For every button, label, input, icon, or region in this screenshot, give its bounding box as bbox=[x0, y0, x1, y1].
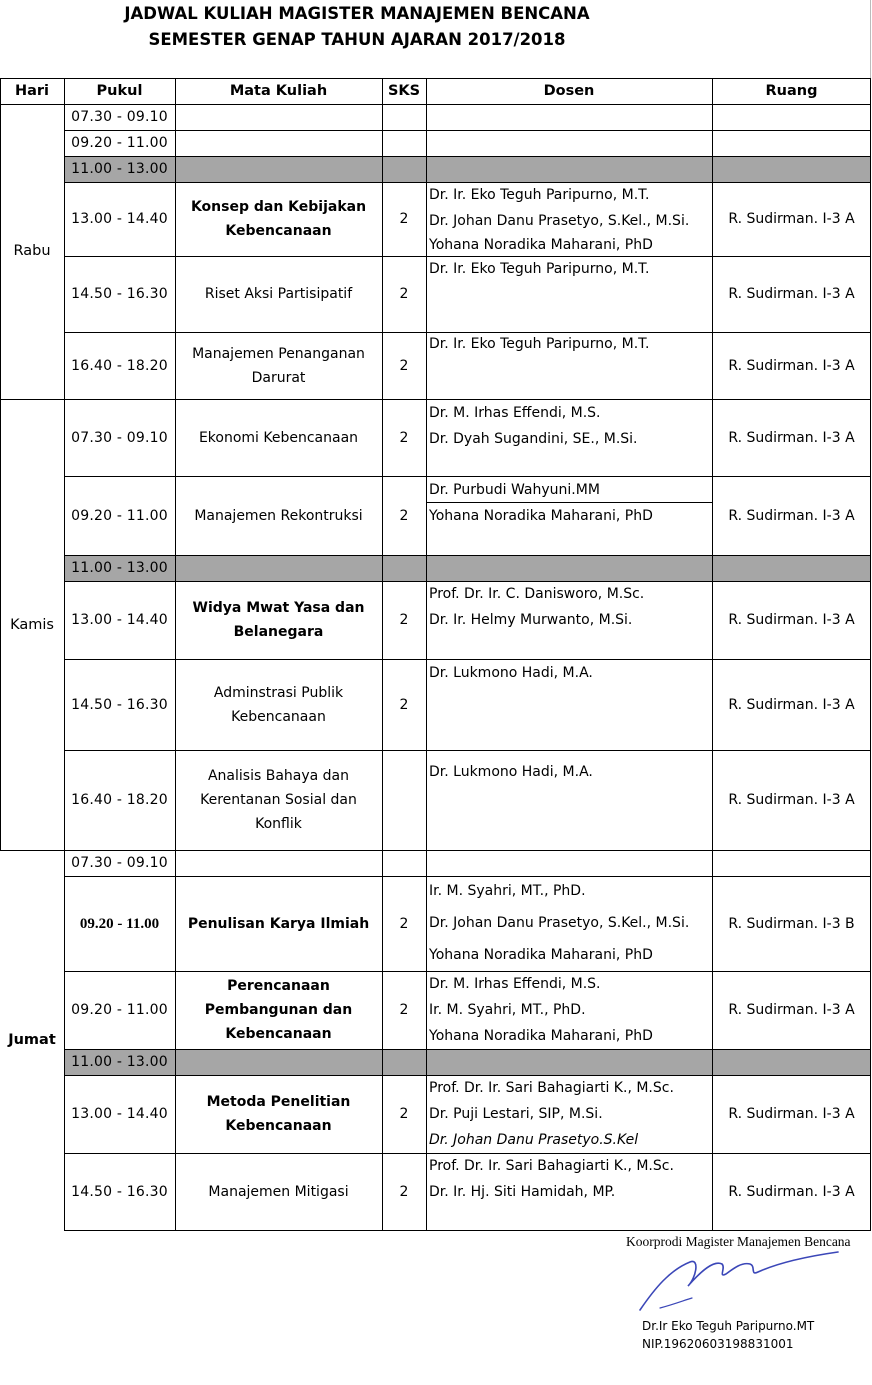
grid-line bbox=[426, 502, 712, 503]
course-cell: Manajemen Penanganan Darurat bbox=[192, 345, 365, 386]
lecturer: Dr. Johan Danu Prasetyo, S.Kel., M.Si. bbox=[429, 213, 690, 229]
room-cell: R. Sudirman. I-3 A bbox=[728, 612, 855, 628]
lecturer: Dr. Johan Danu Prasetyo.S.Kel bbox=[429, 1132, 639, 1148]
sks-cell: 2 bbox=[399, 1106, 409, 1122]
time-cell: 07.30 - 09.10 bbox=[71, 855, 168, 871]
room-cell: R. Sudirman. I-3 A bbox=[728, 211, 855, 227]
lecturer: Dr. Ir. Helmy Murwanto, M.Si. bbox=[429, 612, 633, 628]
time-cell: 09.20 - 11.00 bbox=[79, 915, 160, 932]
signature-caption: Koorprodi Magister Manajemen Bencana bbox=[626, 1234, 851, 1249]
lecturer: Ir. M. Syahri, MT., PhD. bbox=[429, 883, 586, 899]
sks-cell: 2 bbox=[399, 429, 409, 446]
room-cell: R. Sudirman. I-3 A bbox=[728, 696, 855, 713]
signatory-name: Dr.Ir Eko Teguh Paripurno.MT bbox=[642, 1319, 815, 1333]
course-cell: Riset Aksi Partisipatif bbox=[204, 286, 353, 302]
time-cell: 16.40 - 18.20 bbox=[71, 792, 168, 808]
day-rabu: Rabu bbox=[13, 243, 51, 259]
lecturer: Dr. Puji Lestari, SIP, M.Si. bbox=[429, 1106, 603, 1122]
time-cell: 09.20 - 11.00 bbox=[71, 507, 168, 524]
course-cell: Adminstrasi Publik Kebencanaan bbox=[213, 684, 344, 725]
lecturer: Dr. Johan Danu Prasetyo, S.Kel., M.Si. bbox=[429, 915, 690, 931]
time-cell: 14.50 - 16.30 bbox=[71, 696, 168, 713]
time-cell: 13.00 - 14.40 bbox=[71, 211, 168, 227]
course-cell: Analisis Bahaya dan Kerentanan Sosial dan Konflik bbox=[200, 768, 357, 832]
sks-cell bbox=[382, 750, 426, 850]
header-sks: SKS bbox=[387, 83, 421, 99]
room-cell: R. Sudirman. I-3 A bbox=[728, 1183, 855, 1200]
course-cell: Penulisan Karya Ilmiah bbox=[187, 915, 370, 932]
sks-cell: 2 bbox=[399, 507, 409, 524]
lecturer: Dr. Purbudi Wahyuni.MM bbox=[429, 482, 600, 498]
handwritten-signature bbox=[630, 1248, 850, 1318]
time-cell: 13.00 - 14.40 bbox=[71, 1106, 168, 1122]
room-cell: R. Sudirman. I-3 A bbox=[728, 286, 855, 302]
time-cell: 16.40 - 18.20 bbox=[71, 357, 168, 374]
course-cell: Ekonomi Kebencanaan bbox=[198, 429, 359, 446]
lecturer: Dr. Ir. Eko Teguh Paripurno, M.T. bbox=[429, 261, 650, 277]
break-band bbox=[64, 156, 871, 182]
lecturer: Dr. Ir. Hj. Siti Hamidah, MP. bbox=[429, 1184, 616, 1200]
sks-cell: 2 bbox=[399, 357, 409, 374]
course-cell: Widya Mwat Yasa dan Belanegara bbox=[192, 600, 365, 640]
lecturer: Prof. Dr. Ir. C. Danisworo, M.Sc. bbox=[429, 586, 645, 602]
lecturer: Yohana Noradika Maharani, PhD bbox=[429, 237, 653, 253]
time-cell: 11.00 - 13.00 bbox=[71, 161, 168, 177]
sks-cell: 2 bbox=[399, 696, 409, 713]
grid-line bbox=[64, 555, 871, 556]
room-cell: R. Sudirman. I-3 A bbox=[728, 429, 855, 446]
sks-cell: 2 bbox=[399, 211, 409, 227]
course-cell: Metoda Penelitian Kebencanaan bbox=[206, 1094, 351, 1134]
course-cell: Manajemen Mitigasi bbox=[208, 1183, 349, 1200]
lecturer: Dr. Dyah Sugandini, SE., M.Si. bbox=[429, 431, 638, 447]
lecturer: Ir. M. Syahri, MT., PhD. bbox=[429, 1002, 586, 1018]
day-jumat: Jumat bbox=[8, 1032, 56, 1048]
course-cell: Konsep dan Kebijakan Kebencanaan bbox=[190, 199, 367, 239]
break-band bbox=[64, 555, 871, 581]
grid-line bbox=[64, 1230, 871, 1231]
room-cell: R. Sudirman. I-3 A bbox=[728, 792, 855, 808]
lecturer: Yohana Noradika Maharani, PhD bbox=[429, 1028, 653, 1044]
time-cell: 13.00 - 14.40 bbox=[71, 612, 168, 628]
grid-line bbox=[175, 78, 176, 1231]
sks-cell: 2 bbox=[399, 1002, 409, 1018]
header-hari: Hari bbox=[14, 83, 50, 99]
room-cell: R. Sudirman. I-3 A bbox=[728, 357, 855, 374]
time-cell: 14.50 - 16.30 bbox=[71, 286, 168, 302]
time-cell: 09.20 - 11.00 bbox=[71, 1002, 168, 1018]
break-band bbox=[64, 1049, 871, 1075]
time-cell: 07.30 - 09.10 bbox=[71, 109, 168, 125]
grid-line bbox=[64, 156, 871, 157]
lecturer: Prof. Dr. Ir. Sari Bahagiarti K., M.Sc. bbox=[429, 1080, 674, 1096]
lecturer: Dr. M. Irhas Effendi, M.S. bbox=[429, 976, 601, 992]
lecturer: Dr. Lukmono Hadi, M.A. bbox=[429, 764, 593, 780]
time-cell: 14.50 - 16.30 bbox=[71, 1183, 168, 1200]
time-cell: 09.20 - 11.00 bbox=[71, 135, 168, 151]
sks-cell: 2 bbox=[399, 286, 409, 302]
lecturer: Dr. Ir. Eko Teguh Paripurno, M.T. bbox=[429, 336, 650, 352]
room-cell: R. Sudirman. I-3 A bbox=[728, 507, 855, 524]
header-mata-kuliah: Mata Kuliah bbox=[229, 83, 328, 99]
signatory-nip: NIP.19620603198831001 bbox=[642, 1337, 794, 1351]
room-cell: R. Sudirman. I-3 A bbox=[728, 1106, 855, 1122]
sks-cell: 2 bbox=[399, 915, 409, 932]
time-cell: 07.30 - 09.10 bbox=[71, 429, 168, 446]
document-subtitle: SEMESTER GENAP TAHUN AJARAN 2017/2018 bbox=[148, 30, 566, 49]
room-cell: R. Sudirman. I-3 B bbox=[728, 915, 855, 932]
time-cell: 11.00 - 13.00 bbox=[71, 560, 168, 576]
grid-line bbox=[64, 130, 871, 131]
course-cell: Manajemen Rekontruksi bbox=[194, 507, 363, 524]
header-ruang: Ruang bbox=[765, 83, 818, 99]
day-kamis: Kamis bbox=[10, 617, 54, 633]
lecturer: Dr. Lukmono Hadi, M.A. bbox=[429, 665, 593, 681]
header-dosen: Dosen bbox=[543, 83, 595, 99]
lecturer: Prof. Dr. Ir. Sari Bahagiarti K., M.Sc. bbox=[429, 1158, 674, 1174]
lecturer: Yohana Noradika Maharani, PhD bbox=[429, 947, 653, 963]
room-cell: R. Sudirman. I-3 A bbox=[728, 1002, 855, 1018]
header-pukul: Pukul bbox=[96, 83, 143, 99]
course-cell: Perencanaan Pembangunan dan Kebencanaan bbox=[204, 978, 353, 1042]
grid-line bbox=[64, 1049, 871, 1050]
page-edge bbox=[870, 0, 871, 80]
lecturer: Dr. Ir. Eko Teguh Paripurno, M.T. bbox=[429, 187, 650, 203]
time-cell: 11.00 - 13.00 bbox=[71, 1054, 168, 1070]
sks-cell: 2 bbox=[399, 612, 409, 628]
grid-line bbox=[426, 78, 427, 1231]
grid-line bbox=[0, 78, 1, 850]
lecturer: Dr. M. Irhas Effendi, M.S. bbox=[429, 405, 601, 421]
document-title: JADWAL KULIAH MAGISTER MANAJEMEN BENCANA bbox=[124, 4, 590, 23]
lecturer: Yohana Noradika Maharani, PhD bbox=[429, 508, 653, 524]
sks-cell: 2 bbox=[399, 1183, 409, 1200]
